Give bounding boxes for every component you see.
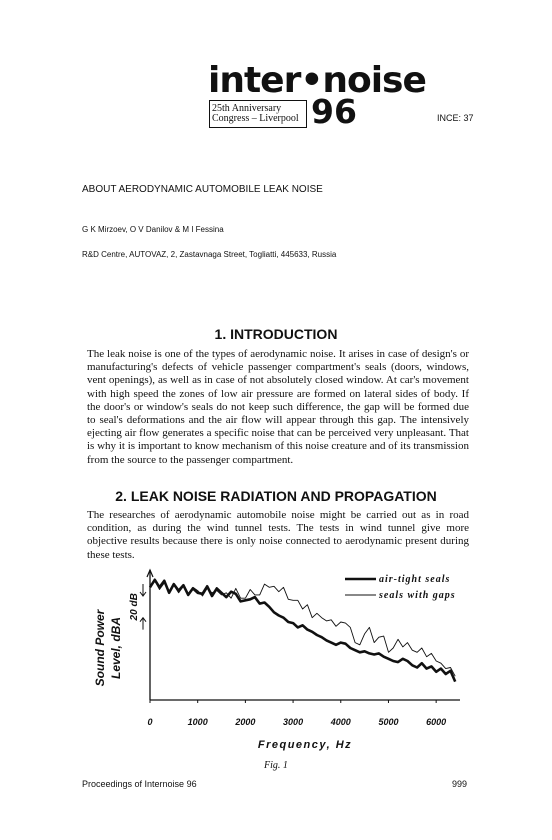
legend-label: air-tight seals [379,574,451,585]
x-tick-label: 4000 [330,717,351,727]
x-tick-label: 3000 [283,717,304,727]
y-axis-label-line2: Level, dBA [109,616,123,680]
x-tick-label: 6000 [426,717,447,727]
section-body-leak-noise: The researches of aerodynamic automobile noise might be carried out as in road condition, as during the wind tunnel tests. The tests in wind tunnel give more objective results because there is only noise connected to aerodynamic present during these tests. [87,509,469,561]
paper-title: ABOUT AERODYNAMIC AUTOMOBILE LEAK NOISE [82,184,323,195]
section-body-introduction: The leak noise is one of the types of aerodynamic noise. It arises in case of design's or manufacturing's defects of vehicle passenger compartment's seals (doors, windows, vent openings), as well as in case of not absolutely closed window. At car's movement with high speed the zones of low air pressure are formed on lateral sides of body. If the door's or window's seals do not keep such difference, the gap will be formed due to seal's deformations and the air flow will appear through this gap. The intensively ejecting air flow generates a specific noise that can be perceived very unpleasant. That is why it is important to know mechanism of this noise creature and of its transmission from the source to the passenger compartment. [87,348,469,466]
page-number: 999 [452,779,468,789]
figure-caption: Fig. 1 [264,760,288,771]
x-tick-label: 0 [147,717,153,727]
logo-anniversary-text: 25th Anniversary [212,103,282,114]
legend-label: seals with gaps [379,590,456,601]
footer-proceedings: Proceedings of Internoise 96 [82,779,197,789]
logo-year: 96 [311,92,357,131]
x-tick-label: 2000 [235,717,256,727]
y-axis-label: Sound Power [93,609,107,687]
section-heading-introduction: 1. INTRODUCTION [214,326,338,342]
x-axis-label: Frequency, Hz [257,739,353,751]
paper-affiliation: R&D Centre, AUTOVAZ, 2, Zastavnaga Street, Togliatti, 445633, Russia [82,250,337,259]
paper-code: INCE: 37 [437,113,474,123]
x-tick-label: 1000 [187,717,208,727]
conference-logo-wordmark: inter•noise [208,60,426,101]
scale-bar-label: 20 dB [129,593,140,621]
x-tick-label: 5000 [378,717,399,727]
section-heading-leak-noise: 2. LEAK NOISE RADIATION AND PROPAGATION [115,488,437,504]
paper-authors: G K Mirzoev, O V Danilov & M I Fessina [82,225,224,234]
logo-congress-text: Congress – Liverpool [212,113,299,124]
